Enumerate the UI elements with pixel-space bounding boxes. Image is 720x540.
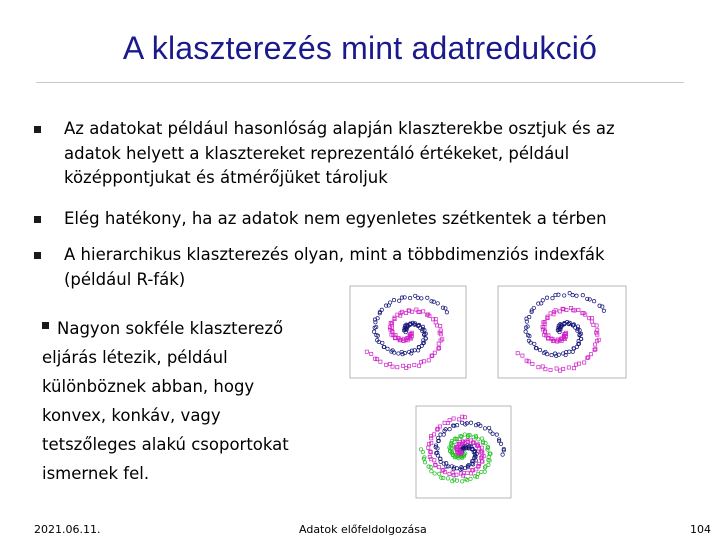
- side-text-line-6: ismernek fel.: [42, 464, 150, 483]
- side-text-line-2: eljárás létezik, például: [42, 348, 228, 367]
- bullet-3-line-2: (például R-fák): [64, 269, 186, 289]
- side-text-line-3: különböznek abban, hogy: [42, 377, 255, 396]
- bullet-marker: [34, 252, 41, 259]
- bullet-text-2: [64, 207, 607, 232]
- title-divider: [36, 82, 684, 83]
- bullet-2-line-1: Elég hatékony, ha az adatok nem egyenletes szétkentek a térben: [64, 209, 607, 228]
- footer-page-number: 104: [690, 523, 711, 536]
- bullet-marker: [34, 216, 41, 223]
- bullet-3-line-1: A hierarchikus klaszterezés olyan, mint a többdimenziós indexfák: [64, 245, 605, 264]
- footer-center: Adatok előfeldolgozása: [299, 523, 427, 536]
- side-text-line-5: tetszőleges alakú csoportokat: [42, 435, 289, 454]
- spiral-cluster-plot-right: [478, 280, 638, 395]
- side-text-line-1: Nagyon sokféle klaszterező: [57, 319, 284, 338]
- bullet-marker: [34, 126, 41, 133]
- bullet-text-1: [64, 117, 615, 191]
- side-text: [42, 314, 289, 488]
- bullet-1-line-2: adatok helyett a klasztereket reprezentáló értékeket, például: [64, 143, 570, 163]
- slide-title: A klaszterezés mint adatredukció: [122, 30, 598, 66]
- bullet-1-line-3: középpontjukat és átmérőjüket tároljuk: [64, 168, 388, 187]
- spiral-cluster-plot-bottom: [400, 400, 515, 515]
- side-text-line-4: konvex, konkáv, vagy: [42, 406, 221, 425]
- footer-date: 2021.06.11.: [34, 523, 101, 536]
- bullet-1-line-1: Az adatokat például hasonlóság alapján klaszterekbe osztjuk és az: [64, 119, 615, 138]
- spiral-cluster-plot-left: [332, 280, 472, 395]
